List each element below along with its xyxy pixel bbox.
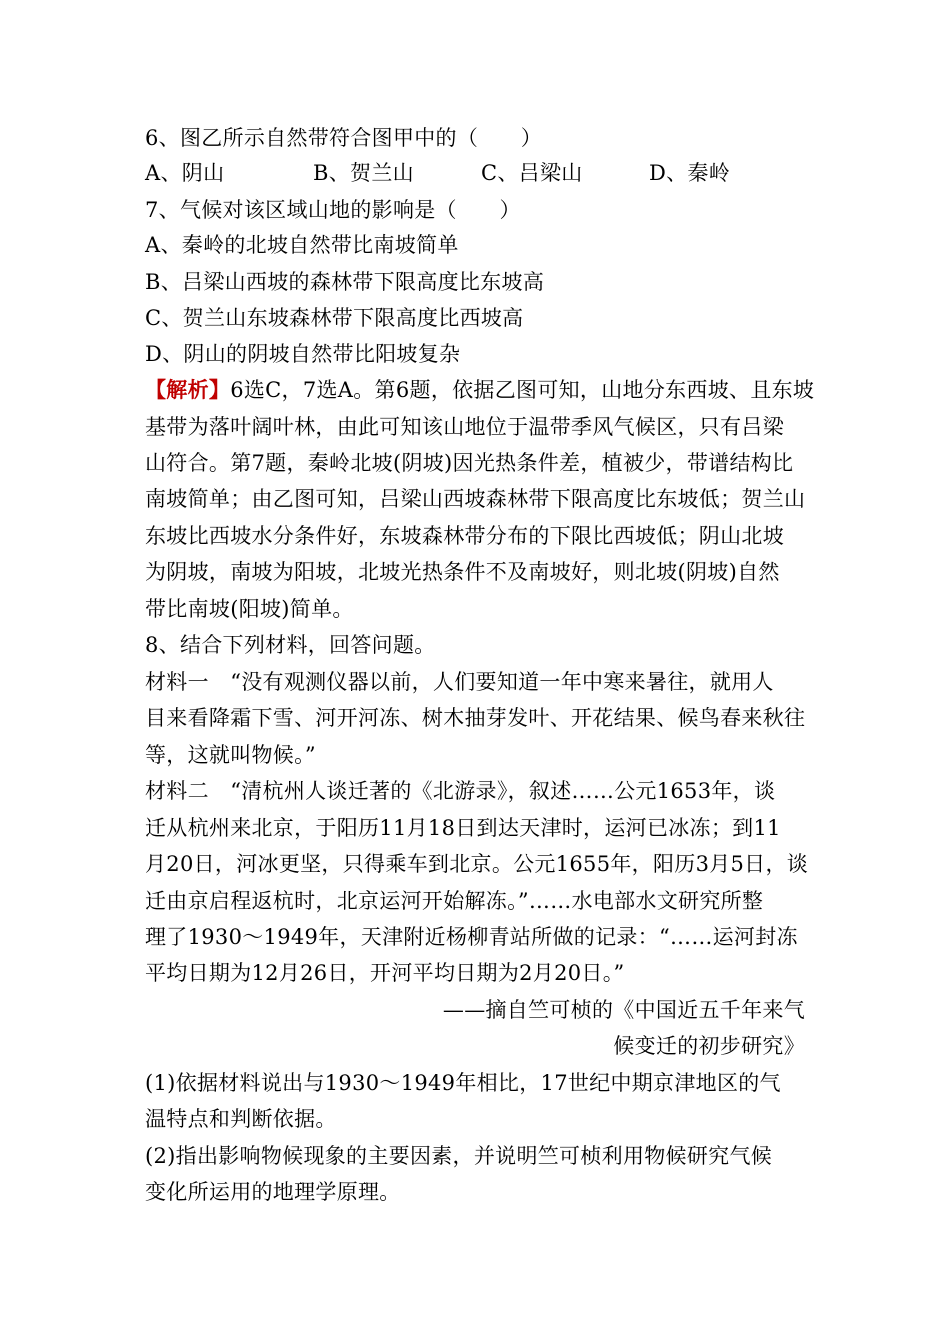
analysis-line: 为阴坡，南坡为阳坡，北坡光热条件不及南坡好，则北坡(阴坡)自然: [145, 560, 780, 584]
q7-stem: 7、气候对该区域山地的影响是（ ）: [145, 198, 521, 222]
analysis-line: 带比南坡(阳坡)简单。: [145, 597, 354, 621]
material2-line: 月20日，河冰更坚，只得乘车到北京。公元1655年，阳历3月5日，谈: [145, 852, 809, 876]
source-citation: ——摘自竺可桢的《中国近五千年来气: [442, 998, 805, 1022]
q6-options: [145, 158, 730, 188]
q7-option-c: C、贺兰山东坡森林带下限高度比西坡高: [145, 306, 524, 330]
analysis-line: 东坡比西坡水分条件好，东坡森林带分布的下限比西坡低；阴山北坡: [145, 524, 784, 548]
analysis-line: 山符合。第7题，秦岭北坡(阴坡)因光热条件差，植被少，带谱结构比: [145, 451, 794, 475]
analysis-line: 南坡简单；由乙图可知，吕梁山西坡森林带下限高度比东坡低；贺兰山: [145, 487, 806, 511]
q6-option-d: D、秦岭: [649, 161, 731, 185]
sub-question-1: 温特点和判断依据。: [145, 1107, 337, 1131]
q7-option-d: D、阴山的阴坡自然带比阳坡复杂: [145, 342, 461, 366]
q6-stem: 6、图乙所示自然带符合图甲中的（ ）: [145, 126, 543, 150]
q7-option-b: B、吕梁山西坡的森林带下限高度比东坡高: [145, 270, 545, 294]
material2-line: 迁从杭州来北京，于阳历11月18日到达天津时，运河已冰冻；到11: [145, 816, 781, 840]
analysis-line: 基带为落叶阔叶林，由此可知该山地位于温带季风气候区，只有吕梁: [145, 415, 784, 439]
source-citation: 候变迁的初步研究》: [613, 1034, 805, 1058]
q6-option-b: B、贺兰山: [313, 161, 414, 185]
analysis-line: 【解析】6选C，7选A。第6题，依据乙图可知，山地分东西坡、且东坡: [145, 377, 815, 402]
q8-stem: 8、结合下列材料，回答问题。: [145, 633, 436, 657]
sub-question-2: 变化所运用的地理学原理。: [145, 1180, 401, 1204]
q6-option-a: A、阴山: [145, 161, 225, 185]
q6-option-c: C、吕梁山: [481, 161, 583, 185]
material1-line: 目来看降霜下雪、河开河冻、树木抽芽发叶、开花结果、候鸟春来秋往: [145, 706, 806, 730]
material2-line: 材料二 “清杭州人谈迁著的《北游录》，叙述……公元1653年，谈: [145, 779, 776, 803]
material1-line: 等，这就叫物候。”: [145, 743, 316, 767]
material2-line: 理了1930～1949年，天津附近杨柳青站所做的记录：“……运河封冻: [145, 925, 798, 949]
material2-line: 迁由京启程返杭时，北京运河开始解冻。”……水电部水文研究所整: [145, 889, 764, 913]
material1-line: 材料一 “没有观测仪器以前，人们要知道一年中寒来暑往，就用人: [145, 670, 774, 694]
q7-option-a: A、秦岭的北坡自然带比南坡简单: [145, 233, 459, 257]
sub-question-2: (2)指出影响物候现象的主要因素，并说明竺可桢利用物候研究气候: [145, 1144, 773, 1168]
analysis-label: 【解析】: [145, 377, 231, 402]
sub-question-1: (1)依据材料说出与1930～1949年相比，17世纪中期京津地区的气: [145, 1071, 781, 1095]
material2-line: 平均日期为12月26日，开河平均日期为2月20日。”: [145, 961, 625, 985]
